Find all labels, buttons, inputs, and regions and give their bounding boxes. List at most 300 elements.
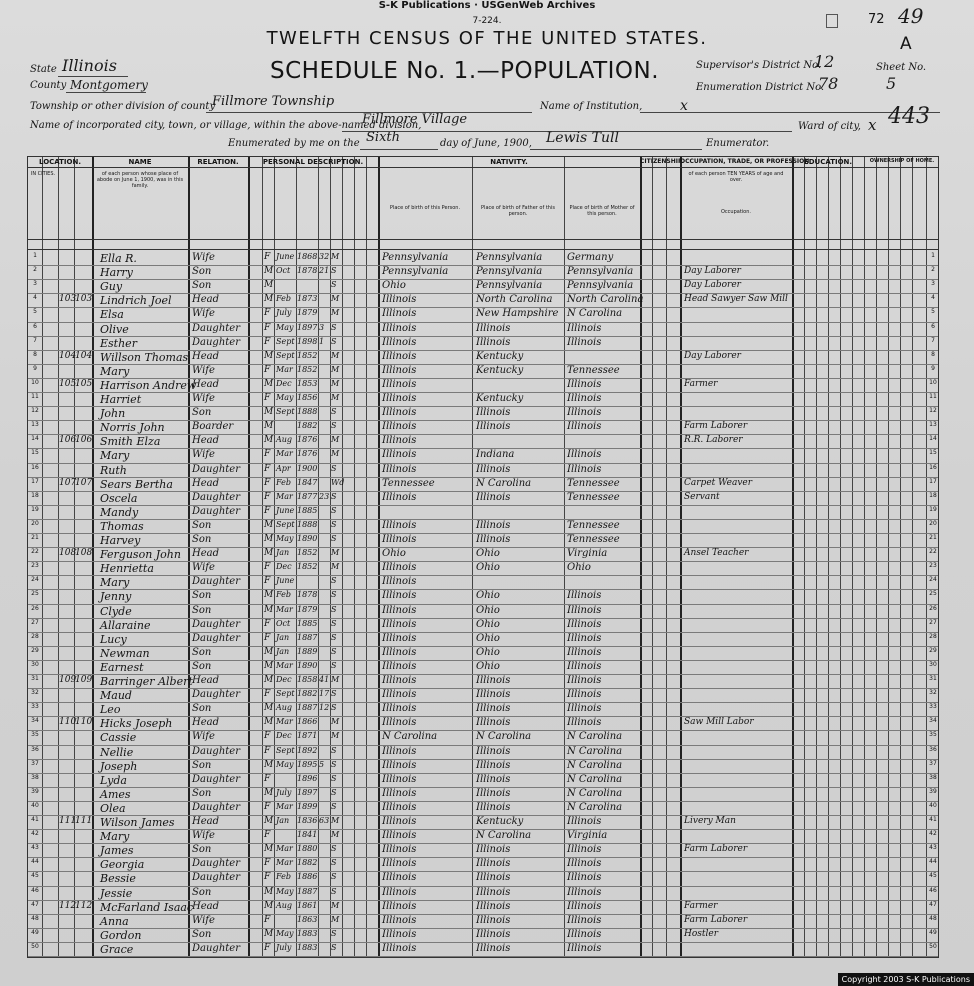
birth-year-cell: 1892 — [297, 745, 318, 755]
birthplace-person: Illinois — [382, 872, 417, 884]
relation-cell: Wife — [192, 914, 215, 926]
birth-month-cell: July — [276, 308, 292, 318]
birth-year-cell: 1883 — [297, 942, 318, 952]
line-number-left: 9 — [33, 364, 37, 372]
relation-cell: Son — [192, 604, 212, 616]
marital-cell: M — [331, 364, 340, 374]
birthplace-mother: Germany — [567, 252, 614, 263]
line-number-right: 13 — [929, 421, 937, 429]
incorporated-value: Fillmore Village — [362, 112, 468, 127]
birth-month-cell: Mar — [276, 449, 293, 459]
col-birth-father: Place of birth of Father of this person. — [481, 205, 555, 217]
birthplace-mother: N Carolina — [567, 759, 623, 771]
line-number-right: 46 — [929, 886, 937, 894]
col-personal: PERSONAL DESCRIPTION. — [262, 158, 364, 166]
line-number-left: 33 — [31, 703, 39, 711]
relation-cell: Head — [192, 900, 220, 912]
birthplace-father: Illinois — [476, 703, 511, 715]
line-number-right: 6 — [931, 322, 935, 330]
enumeration-label: Enumeration District No. — [696, 82, 825, 93]
age-cell: 17 — [319, 689, 330, 699]
birth-month-cell: May — [276, 759, 294, 769]
dwelling-number: 106 — [59, 435, 77, 446]
relation-cell: Son — [192, 534, 212, 545]
dwelling-number: 103 — [59, 294, 77, 305]
line-number-left: 15 — [31, 449, 39, 457]
occupation-cell: Head Sawyer Saw Mill — [684, 294, 788, 305]
marital-cell: S — [331, 872, 337, 882]
birth-year-cell: 1899 — [297, 801, 318, 811]
birthplace-mother: Illinois — [567, 336, 602, 348]
birthplace-mother: Illinois — [567, 844, 602, 856]
birthplace-father: Illinois — [476, 872, 511, 884]
birthplace-mother: N Carolina — [567, 745, 623, 757]
marital-cell: S — [331, 280, 337, 290]
birthplace-mother: Illinois — [567, 886, 602, 898]
line-number-left: 24 — [31, 576, 39, 584]
line-number-right: 48 — [929, 914, 937, 922]
birth-month-cell: Jan — [276, 646, 290, 656]
birth-month-cell: May — [276, 928, 294, 938]
line-number-right: 15 — [929, 449, 937, 457]
birth-year-cell: 1863 — [297, 914, 318, 924]
line-number-left: 4 — [33, 294, 37, 302]
age-cell: 1 — [319, 336, 325, 346]
person-name: Lindrich Joel — [100, 294, 172, 308]
marital-cell: S — [331, 576, 337, 586]
birth-year-cell: 1900 — [297, 463, 318, 473]
person-name: Joseph — [100, 759, 138, 773]
person-name: Elsa — [100, 308, 124, 322]
dwelling-number: 105 — [59, 378, 77, 389]
enumerated-day-underline — [360, 149, 438, 150]
line-number-right: 4 — [931, 294, 935, 302]
birth-year-cell: 1885 — [297, 505, 318, 515]
copyright-label: Copyright 2003 S-K Publications — [838, 973, 974, 986]
col-citizenship: CITIZENSHIP. — [640, 158, 684, 165]
birthplace-mother: Illinois — [567, 407, 602, 419]
relation-cell: Daughter — [192, 858, 240, 870]
marital-cell: M — [331, 675, 340, 684]
birth-month-cell: June — [276, 252, 295, 261]
person-name: Gordon — [100, 928, 142, 942]
birthplace-father: Ohio — [476, 590, 500, 602]
marital-cell: M — [331, 548, 340, 558]
sex-cell: F — [264, 491, 271, 502]
marital-cell: S — [331, 421, 337, 431]
enumerated-prefix: Enumerated by me on the — [228, 138, 360, 149]
birth-month-cell: Mar — [276, 801, 293, 811]
sex-cell: F — [264, 477, 271, 488]
birthplace-mother: Virginia — [567, 548, 608, 560]
marital-cell: S — [331, 618, 337, 628]
relation-cell: Head — [192, 350, 220, 362]
relation-cell: Head — [192, 717, 220, 729]
line-number-right: 40 — [929, 801, 937, 809]
relation-cell: Wife — [192, 830, 215, 842]
line-number-right: 47 — [929, 900, 937, 908]
sex-cell: F — [264, 308, 271, 319]
marital-cell: M — [331, 816, 340, 825]
birthplace-father: Pennsylvania — [476, 280, 543, 292]
sex-cell: M — [264, 900, 274, 911]
birthplace-person: Illinois — [382, 463, 417, 475]
birth-month-cell: Jan — [276, 816, 290, 825]
birthplace-person: Illinois — [382, 914, 417, 926]
line-number-right: 28 — [929, 632, 937, 640]
birthplace-father: Ohio — [476, 646, 500, 658]
publisher-line: S-K Publications · USGenWeb Archives — [378, 0, 596, 11]
birth-year-cell: 1879 — [297, 604, 318, 614]
line-number-left: 50 — [31, 942, 39, 950]
marital-cell: M — [331, 900, 340, 910]
marital-cell: S — [331, 942, 337, 952]
line-number-left: 1 — [33, 252, 37, 259]
sex-cell: M — [264, 816, 274, 826]
person-name: Guy — [100, 280, 123, 294]
age-cell: 41 — [319, 675, 330, 684]
birth-year-cell: 1898 — [297, 336, 318, 346]
birth-year-cell: 1879 — [297, 308, 318, 318]
birthplace-mother: Illinois — [567, 816, 602, 827]
relation-cell: Daughter — [192, 801, 240, 813]
birth-month-cell: Mar — [276, 858, 293, 868]
line-number-right: 3 — [931, 280, 935, 288]
birthplace-person: Illinois — [382, 590, 417, 602]
birth-year-cell: 1883 — [297, 928, 318, 938]
birth-year-cell: 1878 — [297, 266, 318, 276]
person-name: Earnest — [100, 660, 144, 674]
person-name: Mary — [100, 830, 130, 844]
sex-cell: F — [264, 336, 271, 347]
birthplace-father: Illinois — [476, 336, 511, 348]
age-cell: 21 — [319, 266, 330, 276]
birth-year-cell: 1856 — [297, 393, 318, 402]
birthplace-mother: Illinois — [567, 378, 602, 390]
col-birth-person: Place of birth of this Person. — [389, 205, 461, 211]
line-number-left: 28 — [31, 632, 39, 640]
marital-cell: M — [331, 294, 340, 304]
family-number: 105 — [75, 378, 93, 389]
line-number-right: 27 — [929, 618, 937, 626]
dwelling-number: 104 — [59, 350, 77, 361]
birth-month-cell: July — [276, 942, 292, 952]
birthplace-father: Illinois — [476, 914, 511, 926]
state-underline — [58, 76, 128, 77]
occupation-cell: Day Laborer — [684, 350, 741, 361]
sex-cell: M — [264, 280, 274, 291]
birthplace-father: Ohio — [476, 632, 500, 644]
birth-month-cell: Aug — [276, 900, 293, 910]
dwelling-number: 112 — [59, 900, 77, 911]
line-number-left: 13 — [31, 421, 39, 429]
birth-year-cell: 1888 — [297, 407, 318, 417]
relation-cell: Daughter — [192, 336, 240, 348]
relation-cell: Wife — [192, 393, 215, 404]
line-number-left: 7 — [33, 336, 37, 344]
marital-cell: S — [331, 858, 337, 868]
birth-year-cell: 1876 — [297, 435, 318, 445]
relation-cell: Son — [192, 703, 212, 715]
person-name: Jenny — [100, 590, 132, 604]
line-number-left: 34 — [31, 717, 39, 725]
person-name: Cassie — [100, 731, 137, 745]
birthplace-father: Kentucky — [476, 350, 524, 362]
birthplace-mother: Pennsylvania — [567, 280, 634, 292]
birthplace-mother: N Carolina — [567, 787, 623, 799]
sex-cell: M — [264, 604, 274, 615]
marital-cell: S — [331, 519, 337, 529]
birth-month-cell: Feb — [276, 590, 291, 600]
birth-year-cell: 1878 — [297, 590, 318, 600]
birthplace-father: North Carolina — [476, 294, 553, 306]
birthplace-father: Ohio — [476, 562, 500, 574]
birthplace-mother: Tennessee — [567, 477, 620, 489]
line-number-left: 27 — [31, 618, 39, 626]
birthplace-father: Indiana — [476, 449, 515, 461]
occupation-cell: Ansel Teacher — [684, 548, 749, 559]
dwelling-number: 109 — [59, 675, 77, 685]
sex-cell: M — [264, 350, 274, 361]
sex-cell: F — [264, 463, 271, 474]
dwelling-number: 108 — [59, 548, 77, 559]
page-number-printed: 72 — [868, 12, 885, 27]
occupation-cell: Hostler — [684, 928, 719, 939]
birthplace-person: Illinois — [382, 378, 417, 390]
birthplace-mother: Illinois — [567, 914, 602, 926]
birthplace-person: Illinois — [382, 646, 417, 658]
birthplace-person: Illinois — [382, 336, 417, 348]
relation-cell: Daughter — [192, 491, 240, 503]
line-number-left: 12 — [31, 407, 39, 415]
relation-cell: Wife — [192, 449, 215, 461]
birth-year-cell: 1886 — [297, 872, 318, 882]
sex-cell: F — [264, 773, 271, 784]
relation-cell: Daughter — [192, 632, 240, 644]
birthplace-father: Illinois — [476, 787, 511, 799]
person-name: McFarland Isaac — [100, 900, 194, 914]
birthplace-mother: Illinois — [567, 421, 602, 433]
birthplace-father: Illinois — [476, 322, 511, 334]
sex-cell: M — [264, 717, 274, 728]
birthplace-father: Illinois — [476, 675, 511, 686]
row-rule — [28, 956, 938, 957]
birthplace-mother: Illinois — [567, 717, 602, 729]
birth-year-cell: 1852 — [297, 548, 318, 558]
birthplace-father: Illinois — [476, 491, 511, 503]
marital-cell: M — [331, 914, 340, 924]
line-number-left: 43 — [31, 844, 39, 852]
line-number-right: 23 — [929, 562, 937, 570]
marital-cell: M — [331, 731, 340, 741]
relation-cell: Son — [192, 280, 212, 292]
birthplace-person: Illinois — [382, 491, 417, 503]
sex-cell: M — [264, 421, 274, 432]
birthplace-mother: Illinois — [567, 703, 602, 715]
marital-cell: S — [331, 534, 337, 543]
ward-value: x — [868, 116, 877, 134]
line-number-left: 11 — [31, 393, 39, 400]
sheet-value: 5 — [886, 74, 897, 93]
occupation-cell: Day Laborer — [684, 280, 741, 291]
line-number-right: 7 — [931, 336, 935, 344]
line-number-right: 8 — [931, 350, 935, 358]
sex-cell: F — [264, 618, 271, 629]
line-number-right: 11 — [929, 393, 937, 400]
age-cell: 23 — [319, 491, 330, 501]
person-name: Harry — [100, 266, 133, 280]
person-name: Nellie — [100, 745, 134, 759]
sex-cell: F — [264, 689, 271, 700]
sex-cell: F — [264, 830, 271, 841]
birth-month-cell: May — [276, 886, 294, 896]
birthplace-person: Pennsylvania — [382, 266, 449, 278]
birthplace-father: Ohio — [476, 548, 500, 560]
age-cell: 63 — [319, 816, 330, 825]
birthplace-mother: Illinois — [567, 900, 602, 912]
marital-cell: S — [331, 590, 337, 600]
birthplace-father: Illinois — [476, 421, 511, 433]
person-name: Harrison Andrew — [100, 378, 197, 392]
sex-cell: F — [264, 914, 271, 925]
birthplace-person: Illinois — [382, 787, 417, 799]
birth-month-cell: June — [276, 505, 295, 515]
birthplace-father: Illinois — [476, 773, 511, 785]
birthplace-mother: Illinois — [567, 928, 602, 940]
line-number-right: 17 — [929, 477, 937, 485]
birthplace-mother: Illinois — [567, 449, 602, 461]
birthplace-father: Illinois — [476, 900, 511, 912]
birth-month-cell: Mar — [276, 491, 293, 501]
occupation-cell: Farm Laborer — [684, 421, 748, 432]
birthplace-person: Illinois — [382, 689, 417, 701]
birthplace-mother: Illinois — [567, 660, 602, 672]
line-number-right: 5 — [931, 308, 935, 316]
birthplace-mother: Illinois — [567, 675, 602, 686]
line-number-right: 19 — [929, 505, 937, 513]
birth-month-cell: Oct — [276, 618, 291, 628]
col-location: LOCATION. — [38, 158, 82, 166]
census-title: TWELFTH CENSUS OF THE UNITED STATES. — [266, 28, 708, 49]
birth-month-cell: Mar — [276, 364, 293, 374]
line-number-left: 3 — [33, 280, 37, 288]
marital-cell: Wd — [331, 477, 345, 487]
birth-month-cell: Mar — [276, 660, 293, 670]
sex-cell: M — [264, 844, 274, 855]
marital-cell: M — [331, 717, 340, 727]
line-number-left: 42 — [31, 830, 39, 838]
col-birth-mother: Place of birth of Mother of this person. — [569, 205, 635, 217]
family-number: 110 — [75, 717, 93, 728]
line-number-left: 38 — [31, 773, 39, 781]
birth-month-cell: Dec — [276, 675, 292, 684]
birth-month-cell: May — [276, 322, 294, 332]
birth-year-cell: 1853 — [297, 378, 318, 388]
birthplace-person: Illinois — [382, 322, 417, 334]
line-number-left: 20 — [31, 519, 39, 527]
population-grid — [27, 156, 939, 958]
person-name: Norris John — [100, 421, 165, 435]
birthplace-person: Illinois — [382, 886, 417, 898]
sex-cell: F — [264, 364, 271, 375]
birth-year-cell: 1873 — [297, 294, 318, 304]
birthplace-father: Illinois — [476, 886, 511, 898]
line-number-right: 25 — [929, 590, 937, 598]
enumerated-day: Sixth — [366, 130, 400, 145]
line-number-right: 50 — [929, 942, 937, 950]
marital-cell: S — [331, 928, 337, 938]
relation-cell: Daughter — [192, 745, 240, 757]
line-number-left: 19 — [31, 505, 39, 513]
sex-cell: F — [264, 562, 271, 573]
birthplace-mother: Tennessee — [567, 491, 620, 503]
line-number-right: 31 — [929, 675, 937, 682]
birthplace-father: New Hampshire — [476, 308, 559, 320]
ward-label: Ward of city, — [798, 121, 861, 132]
birthplace-person: Illinois — [382, 900, 417, 912]
birth-month-cell: May — [276, 534, 294, 543]
person-name: John — [100, 407, 126, 421]
line-number-left: 46 — [31, 886, 39, 894]
birth-year-cell: 1847 — [297, 477, 318, 487]
person-name: Hicks Joseph — [100, 717, 173, 731]
family-number: 112 — [75, 900, 93, 911]
sex-cell: F — [264, 942, 271, 953]
person-name: Harvey — [100, 534, 141, 547]
dwelling-number: 110 — [59, 717, 77, 728]
marital-cell: M — [331, 435, 340, 445]
birthplace-father: Ohio — [476, 604, 500, 616]
birth-year-cell: 1885 — [297, 618, 318, 628]
birthplace-person: Illinois — [382, 421, 417, 433]
birthplace-father: Illinois — [476, 759, 511, 771]
relation-cell: Son — [192, 646, 212, 658]
form-number: 7-224. — [472, 16, 502, 26]
birth-year-cell: 1871 — [297, 731, 318, 741]
sex-cell: M — [264, 759, 274, 770]
sex-cell: F — [264, 322, 271, 333]
person-name: Georgia — [100, 858, 145, 872]
col-relation: RELATION. — [197, 158, 239, 166]
relation-cell: Son — [192, 787, 212, 799]
line-number-right: 30 — [929, 660, 937, 668]
birthplace-mother: Tennessee — [567, 519, 620, 531]
birthplace-person: Illinois — [382, 816, 417, 827]
marital-cell: S — [331, 773, 337, 783]
line-number-right: 45 — [929, 872, 937, 880]
person-name: Barringer Albert — [100, 675, 193, 688]
line-number-left: 44 — [31, 858, 39, 866]
line-number-right: 43 — [929, 844, 937, 852]
birthplace-mother: Illinois — [567, 872, 602, 884]
family-number: 111 — [75, 816, 93, 826]
birth-month-cell: Sept — [276, 519, 295, 529]
birthplace-father: N Carolina — [476, 731, 532, 743]
birthplace-person: Illinois — [382, 435, 417, 447]
line-number-right: 2 — [931, 266, 935, 274]
line-number-left: 36 — [31, 745, 39, 753]
supervisor-label: Supervisor's District No. — [696, 60, 822, 71]
birth-month-cell: Mar — [276, 717, 293, 727]
person-name: Maud — [100, 689, 132, 703]
family-number: 107 — [75, 477, 93, 488]
birth-month-cell: Dec — [276, 378, 292, 388]
marital-cell: S — [331, 886, 337, 896]
line-number-left: 45 — [31, 872, 39, 880]
relation-cell: Son — [192, 886, 212, 898]
dwelling-number: 111 — [59, 816, 77, 826]
birthplace-person: Illinois — [382, 703, 417, 715]
